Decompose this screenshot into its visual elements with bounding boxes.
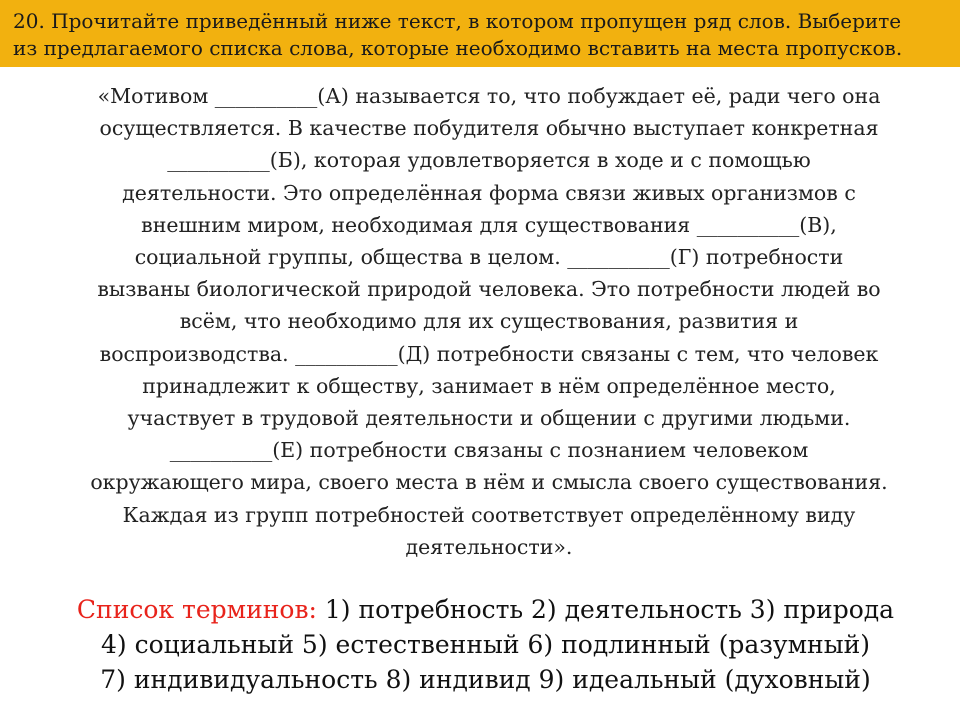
passage-line: осуществляется. В качестве побудителя обычно выступает конкретная (99, 116, 879, 141)
terms-line-3: 7) индивидуальность 8) индивид 9) идеальный (духовный) (100, 665, 871, 694)
passage-line: социальной группы, общества в целом. __________(Г) потребности (134, 245, 844, 270)
task-header-line-1: 20. Прочитайте приведённый ниже текст, в котором пропущен ряд слов. Выберите (13, 9, 902, 33)
passage-line: внешним миром, необходимая для существования __________(В), (141, 212, 837, 237)
terms-line-2: 4) социальный 5) естественный 6) подлинный (разумный) (100, 630, 871, 659)
task-header (0, 0, 960, 67)
task-header-line-2: из предлагаемого списка слова, которые необходимо вставить на места пропусков. (13, 36, 903, 60)
passage-line: участвует в трудовой деятельности и общении с другими людьми. (127, 406, 851, 431)
terms-items-1: 1) потребность 2) деятельность 3) природа (316, 595, 895, 624)
passage-line: воспроизводства. __________(Д) потребности связаны с тем, что человек (99, 341, 879, 366)
terms-label: Список терминов: (76, 595, 317, 624)
passage-line: Каждая из групп потребностей соответствует определённому виду (122, 502, 856, 527)
passage-line: __________(Е) потребности связаны с познанием человеком (169, 438, 809, 463)
passage-line: принадлежит к обществу, занимает в нём определённое место, (142, 373, 836, 398)
passage-line: вызваны биологической природой человека. Это потребности людей во (97, 277, 881, 302)
passage-line: деятельности. Это определённая форма связи живых организмов с (122, 180, 856, 205)
passage-line: всём, что необходимо для их существования, развития и (179, 309, 799, 334)
passage-line: __________(Б), которая удовлетворяется в ходе и с помощью (167, 148, 811, 173)
passage-line: «Мотивом __________(А) называется то, что побуждает её, ради чего она (97, 84, 881, 108)
terms-list (18, 592, 953, 697)
terms-line-1 (18, 592, 953, 627)
passage-line: окружающего мира, своего места в нём и смысла своего существования. (90, 470, 888, 495)
passage-line: деятельности». (405, 534, 573, 559)
passage-text (30, 80, 948, 563)
